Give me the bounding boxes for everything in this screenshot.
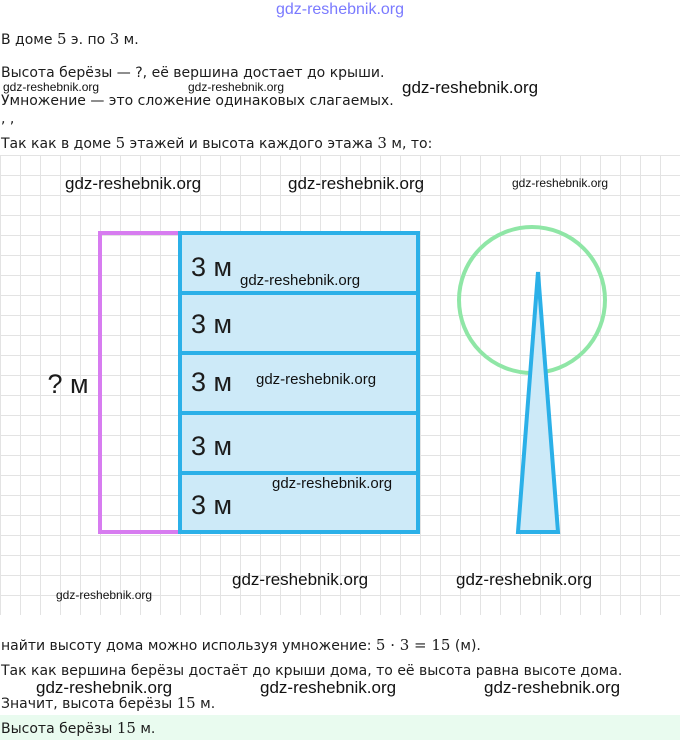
floor-label: 3 м	[191, 309, 233, 339]
watermark: gdz-reshebnik.org	[512, 176, 609, 190]
floor-label: 3 м	[191, 252, 233, 282]
watermark: gdz-reshebnik.org	[188, 80, 285, 94]
watermark: gdz-reshebnik.org	[260, 678, 397, 697]
answer-line: Высота берёзы 15 м.	[1, 719, 156, 737]
floor-label: 3 м	[191, 490, 233, 520]
reasoning-line: Так как в доме 5 этажей и высота каждого этажа 3 м, то:	[1, 134, 433, 152]
solution-line-2: Так как вершина берёзы достаёт до крыши дома, то её высота равна высоте дома.	[1, 663, 623, 679]
watermark: gdz-reshebnik.org	[402, 78, 539, 97]
watermark: gdz-reshebnik.org	[3, 80, 100, 94]
watermark: gdz-reshebnik.org	[65, 174, 202, 193]
watermark: gdz-reshebnik.org	[456, 570, 593, 589]
condition-line-1: В доме 5 э. по 3 м.	[1, 30, 139, 48]
floor-label: 3 м	[191, 367, 233, 397]
watermark: gdz-reshebnik.org	[484, 678, 621, 697]
commas-line: , ,	[1, 111, 15, 127]
tree-trunk	[518, 272, 558, 532]
rule-line: Умножение — это сложение одинаковых слагаемых.	[1, 93, 394, 109]
height-bracket	[100, 233, 180, 532]
condition-line-2: Высота берёзы — ?, её вершина достает до крыши.	[1, 65, 385, 81]
solution-line-1: найти высоту дома можно используя умножение: 5 · 3 = 15 (м).	[1, 636, 481, 654]
watermark: gdz-reshebnik.org	[240, 272, 361, 289]
watermark: gdz-reshebnik.org	[36, 678, 173, 697]
watermark: gdz-reshebnik.org	[56, 588, 153, 602]
watermark-top: gdz-reshebnik.org	[275, 1, 405, 18]
watermark: gdz-reshebnik.org	[288, 174, 425, 193]
watermark: gdz-reshebnik.org	[256, 371, 377, 388]
floor-label: 3 м	[191, 431, 233, 461]
watermark: gdz-reshebnik.org	[232, 570, 369, 589]
watermark: gdz-reshebnik.org	[272, 475, 393, 492]
solution-line-3: Значит, высота берёзы 15 м.	[1, 694, 216, 712]
unknown-height-label: ? м	[47, 369, 89, 399]
